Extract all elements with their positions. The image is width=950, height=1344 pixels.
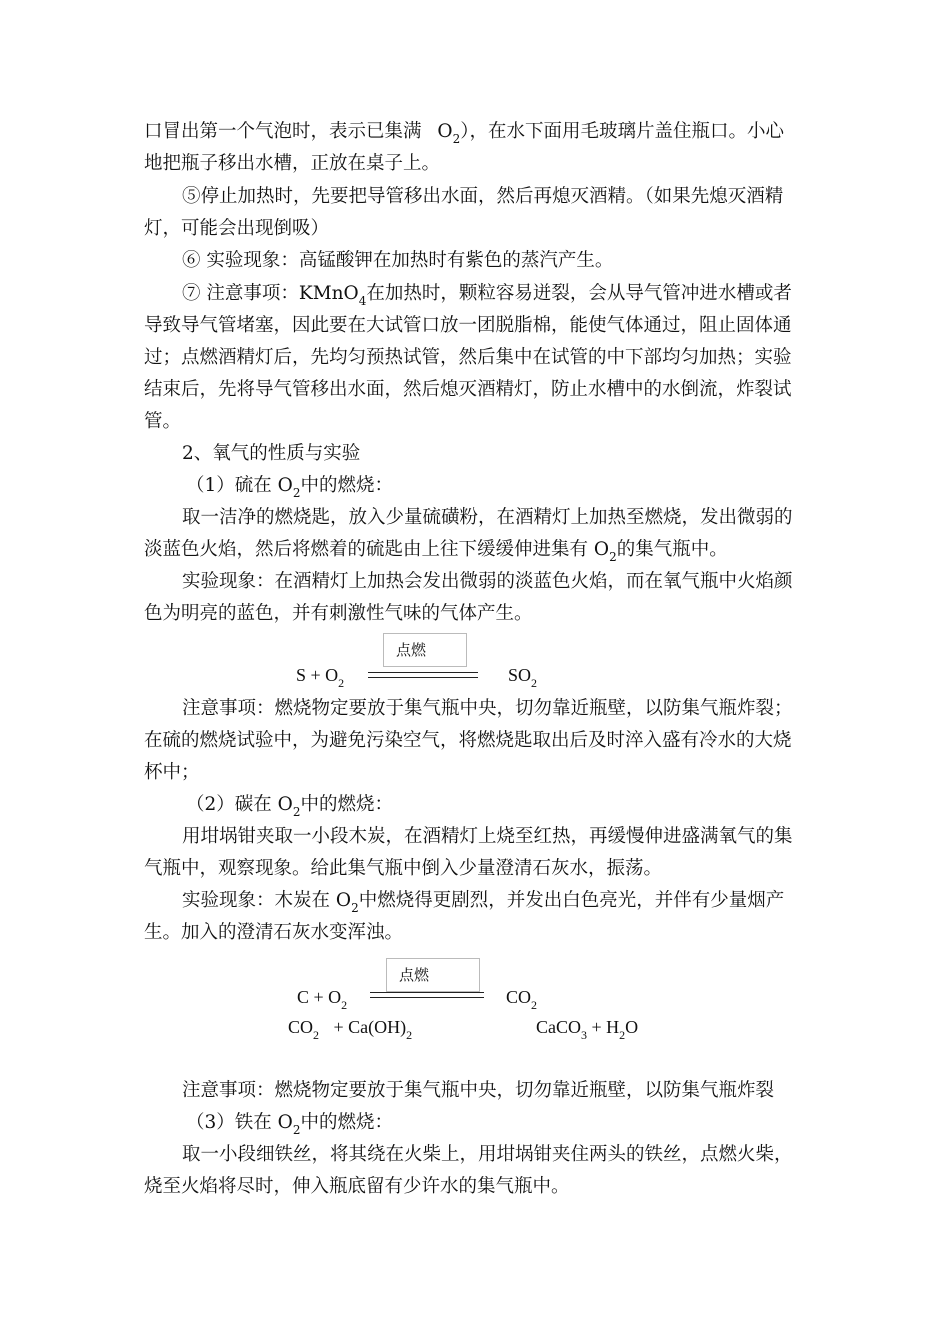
- text-line: 导致导气管堵塞，因此要在大试管口放一团脱脂棉，能使气体通过，阻止固体通: [144, 315, 792, 336]
- subscript: 2: [452, 132, 461, 146]
- text-line: 注意事项：燃烧物定要放于集气瓶中央，切勿靠近瓶壁，以防集气瓶炸裂；: [182, 698, 793, 719]
- text: ⑦ 注意事项：KMnO: [182, 283, 359, 304]
- text-line: [182, 889, 784, 914]
- text: （3）铁在 O: [186, 1112, 293, 1133]
- reaction-condition: 点燃: [383, 633, 467, 667]
- text-line: [144, 538, 728, 563]
- text-line: ⑤停止加热时，先要把导管移出水面，然后再熄灭酒精。（如果先熄灭酒精: [182, 186, 784, 207]
- subscript: 2: [609, 550, 617, 564]
- text-line: 在硫的燃烧试验中，为避免污染空气，将燃烧匙取出后及时淬入盛有冷水的大烧: [144, 730, 792, 751]
- text-line: 实验现象：在酒精灯上加热会发出微弱的淡蓝色火焰，而在氧气瓶中火焰颜: [182, 571, 793, 592]
- equation-equals: [370, 992, 484, 998]
- subsection-title: [186, 793, 393, 818]
- subscript: 2: [292, 486, 301, 500]
- text: 中燃烧得更剧烈，并发出白色亮光，并伴有少量烟产: [358, 890, 785, 911]
- subscript: 2: [292, 805, 301, 819]
- equation-left: $CO_2 + Ca(OH)_2$: [288, 1017, 413, 1042]
- section-title: 2、氧气的性质与实验: [182, 443, 361, 464]
- text: 在加热时，颗粒容易迸裂，会从导气管冲进水槽或者: [366, 283, 792, 304]
- text-line: 注意事项：燃烧物定要放于集气瓶中央，切勿靠近瓶壁，以防集气瓶炸裂: [182, 1080, 775, 1101]
- equation-right: $CO_2$: [506, 987, 538, 1012]
- reaction-condition: 点燃: [386, 958, 480, 992]
- subsection-title: [186, 1111, 393, 1136]
- text-line: 杯中；: [144, 762, 200, 783]
- text-line: 结束后，先将导气管移出水面，然后熄灭酒精灯，防止水槽中的水倒流，炸裂试: [144, 379, 792, 400]
- formula: O: [437, 121, 453, 142]
- subscript: 2: [292, 1123, 301, 1137]
- equation-right: CaCO$_3$ + $H_2O$: [536, 1017, 639, 1042]
- text-line: 取一洁净的燃烧匙，放入少量硫磺粉，在酒精灯上加热至燃烧，发出微弱的: [182, 507, 793, 528]
- text: 中的燃烧：: [300, 794, 393, 815]
- text-line: 过；点燃酒精灯后，先均匀预热试管，然后集中在试管的中下部均匀加热；实验: [144, 347, 792, 368]
- text: 口冒出第一个气泡时，表示已集满: [144, 121, 422, 142]
- subscript: 2: [351, 901, 359, 915]
- text: （1）硫在 O: [186, 475, 293, 496]
- text: 实验现象：木炭在 O: [182, 890, 352, 911]
- equation-left: $C + O_2$: [297, 987, 348, 1012]
- text-line: [182, 282, 792, 307]
- subsection-title: [186, 474, 393, 499]
- equation-left: $S + O_2$: [296, 665, 345, 690]
- equation-right: $SO_2$: [508, 665, 538, 690]
- subscript: 4: [358, 294, 367, 308]
- text-line: 色为明亮的蓝色，并有刺激性气味的气体产生。: [144, 603, 533, 624]
- text: （2）碳在 O: [186, 794, 293, 815]
- text-line: 取一小段细铁丝，将其绕在火柴上，用坩埚钳夹住两头的铁丝，点燃火柴，: [182, 1144, 793, 1165]
- text: ），在水下面用毛玻璃片盖住瓶口。小心: [460, 121, 784, 142]
- text-line: 管。: [144, 411, 182, 432]
- text-line: 地把瓶子移出水槽，正放在桌子上。: [144, 153, 441, 174]
- text-line: 灯，可能会出现倒吸）: [144, 218, 330, 239]
- text-line: 生。加入的澄清石灰水变浑浊。: [144, 922, 404, 943]
- text: 淡蓝色火焰，然后将燃着的硫匙由上往下缓缓伸进集有 O: [144, 539, 610, 560]
- text-line: 用坩埚钳夹取一小段木炭，在酒精灯上烧至红热，再缓慢伸进盛满氧气的集: [182, 826, 793, 847]
- text-line: [144, 120, 784, 145]
- text-line: 气瓶中，观察现象。给此集气瓶中倒入少量澄清石灰水，振荡。: [144, 858, 663, 879]
- equation-equals: [368, 672, 478, 678]
- text: 中的燃烧：: [300, 475, 393, 496]
- text: 的集气瓶中。: [616, 539, 728, 560]
- text-line: 烧至火焰将尽时，伸入瓶底留有少许水的集气瓶中。: [144, 1176, 570, 1197]
- text-line: ⑥ 实验现象：高锰酸钾在加热时有紫色的蒸汽产生。: [182, 250, 614, 271]
- text: 中的燃烧：: [300, 1112, 393, 1133]
